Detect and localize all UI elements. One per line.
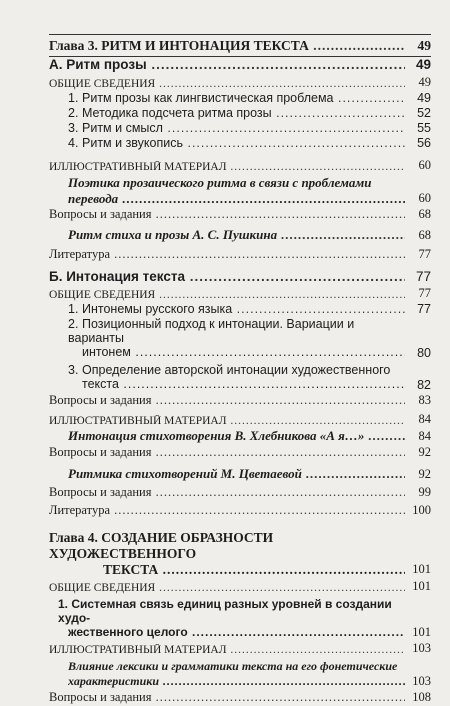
entry-title: Методика подсчета ритма прозы xyxy=(82,106,272,120)
entry-title-line2: текста xyxy=(82,377,119,391)
toc-illustrative-b[interactable] xyxy=(49,412,431,427)
entry-index: 1. xyxy=(68,302,79,316)
toc-item-b3[interactable] xyxy=(49,363,431,392)
entry-page: 80 xyxy=(417,346,431,360)
entry-title: Вопросы и задания ..... xyxy=(49,690,405,705)
entry-title: Б. Интонация текста ..... xyxy=(49,269,405,284)
toc-illustrative-a[interactable] xyxy=(49,158,431,173)
toc-section-b[interactable] xyxy=(49,269,431,284)
entry-title: ОБЩИЕ СВЕДЕНИЯ ..... xyxy=(49,582,405,594)
entry-title: Глава 3. РИТМ И ИНТОНАЦИЯ ТЕКСТА ..... xyxy=(49,38,405,54)
toc-chapter-4[interactable] xyxy=(49,530,431,577)
entry-page: 99 xyxy=(418,485,431,499)
entry-title-line1: Поэтика прозаического ритма в связи с проблемами xyxy=(68,175,372,190)
entry-title: Ритмика стихотворений М. Цветаевой ..... xyxy=(68,466,405,482)
entry-page: 83 xyxy=(418,393,431,407)
entry-page: 68 xyxy=(418,207,431,221)
toc-item-a3[interactable] xyxy=(49,121,431,135)
entry-page: 100 xyxy=(412,503,431,517)
entry-title: ИЛЛЮСТРАТИВНЫЙ МАТЕРИАЛ ..... xyxy=(49,161,405,173)
toc-chapter-3[interactable] xyxy=(49,38,431,54)
toc-tsvetaeva[interactable] xyxy=(49,466,431,482)
entry-index: 4. xyxy=(68,136,79,150)
toc-item-b1[interactable] xyxy=(49,302,431,316)
toc-questions-2[interactable] xyxy=(49,393,431,408)
entry-page: 92 xyxy=(418,467,431,481)
entry-page: 101 xyxy=(412,562,431,576)
entry-title: Литература ..... xyxy=(49,503,405,518)
entry-title: Литература ..... xyxy=(49,247,405,262)
toc-questions-4[interactable] xyxy=(49,485,431,500)
entry-page: 52 xyxy=(417,106,431,120)
entry-title: ОБЩИЕ СВЕДЕНИЯ ..... xyxy=(49,78,405,90)
entry-title: Вопросы и задания ..... xyxy=(49,485,405,500)
toc-illustrative-c[interactable] xyxy=(49,641,431,656)
entry-title: Интонация стихотворения В. Хлебникова «А я…» ..... xyxy=(68,428,405,444)
entry-page: 49 xyxy=(415,57,431,72)
toc-literature-1[interactable] xyxy=(49,247,431,262)
entry-title: Интонемы русского языка xyxy=(82,302,233,316)
entry-title-line2: ТЕКСТА xyxy=(103,562,159,577)
entry-page: 77 xyxy=(418,247,431,261)
entry-page: 49 xyxy=(417,38,431,53)
entry-title-line1: Глава 4. СОЗДАНИЕ ОБРАЗНОСТИ ХУДОЖЕСТВЕННОГО xyxy=(49,530,274,561)
entry-page: 103 xyxy=(412,641,431,655)
entry-title: Вопросы и задания ..... xyxy=(49,445,405,460)
toc-questions-5[interactable] xyxy=(49,690,431,705)
entry-title: Ритм стиха и прозы А. С. Пушкина ..... xyxy=(68,227,405,243)
entry-page: 92 xyxy=(418,445,431,459)
entry-page: 108 xyxy=(412,690,431,704)
entry-title: Ритм и звукопись xyxy=(82,136,183,150)
entry-page: 55 xyxy=(417,121,431,135)
entry-index: 2. xyxy=(68,106,79,120)
toc-item-b2[interactable] xyxy=(49,317,431,360)
toc-item-a4[interactable] xyxy=(49,136,431,150)
entry-page: 77 xyxy=(415,269,431,284)
entry-index: 1. xyxy=(68,91,79,105)
entry-page: 77 xyxy=(417,302,431,316)
entry-title: Ритм и смысл xyxy=(82,121,163,135)
toc-questions-1[interactable] xyxy=(49,207,431,222)
entry-title: ОБЩИЕ СВЕДЕНИЯ ..... xyxy=(49,289,405,301)
entry-title: Ритм прозы как лингвистическая проблема xyxy=(82,91,334,105)
entry-title-line1: Позиционный подход к интонации. Вариации и варианты xyxy=(68,317,355,345)
entry-title: ИЛЛЮСТРАТИВНЫЙ МАТЕРИАЛ ..... xyxy=(49,644,405,656)
toc-influence[interactable] xyxy=(49,659,431,689)
table-of-contents xyxy=(49,34,431,706)
toc-literature-2[interactable] xyxy=(49,503,431,518)
top-rule xyxy=(49,34,431,35)
entry-title-line1: 1. Системная связь единиц разных уровней в создании худо- xyxy=(58,597,392,625)
entry-title: Вопросы и задания ..... xyxy=(49,207,405,222)
entry-title-line1: Определение авторской интонации художественного xyxy=(82,363,391,377)
toc-questions-3[interactable] xyxy=(49,445,431,460)
toc-khlebnikov[interactable] xyxy=(49,428,431,444)
entry-title: А. Ритм прозы ..... xyxy=(49,57,405,72)
entry-page: 49 xyxy=(417,91,431,105)
entry-page: 101 xyxy=(412,625,431,639)
toc-pushkin[interactable] xyxy=(49,227,431,243)
entry-index: 2. xyxy=(68,317,79,331)
entry-page: 84 xyxy=(418,412,431,426)
entry-index: 3. xyxy=(68,121,79,135)
entry-page: 56 xyxy=(417,136,431,150)
entry-page: 60 xyxy=(418,158,431,172)
entry-title-line2: жественного целого xyxy=(68,625,188,639)
toc-general-b[interactable] xyxy=(49,286,431,301)
toc-item-c1[interactable] xyxy=(49,597,431,640)
entry-title-line1: Влияние лексики и грамматики текста на его фонетические xyxy=(68,659,398,673)
entry-page: 77 xyxy=(418,286,431,300)
entry-page: 103 xyxy=(412,674,431,688)
entry-title: Вопросы и задания ..... xyxy=(49,393,405,408)
toc-general-a[interactable] xyxy=(49,75,431,90)
entry-title-line2: характеристики xyxy=(68,674,160,688)
entry-title-line2: интонем xyxy=(82,345,131,359)
toc-section-a[interactable] xyxy=(49,57,431,72)
entry-title-line2: перевода xyxy=(68,191,119,206)
toc-item-a2[interactable] xyxy=(49,106,431,120)
toc-general-c[interactable] xyxy=(49,579,431,594)
entry-page: 60 xyxy=(418,191,431,205)
entry-page: 68 xyxy=(418,228,431,242)
entry-page: 82 xyxy=(417,378,431,392)
toc-item-a1[interactable] xyxy=(49,91,431,105)
entry-page: 101 xyxy=(412,579,431,593)
entry-title: ИЛЛЮСТРАТИВНЫЙ МАТЕРИАЛ ..... xyxy=(49,415,405,427)
entry-page: 49 xyxy=(418,75,431,89)
toc-poetics[interactable] xyxy=(49,175,431,206)
entry-index: 3. xyxy=(68,363,79,377)
entry-page: 84 xyxy=(418,429,431,443)
